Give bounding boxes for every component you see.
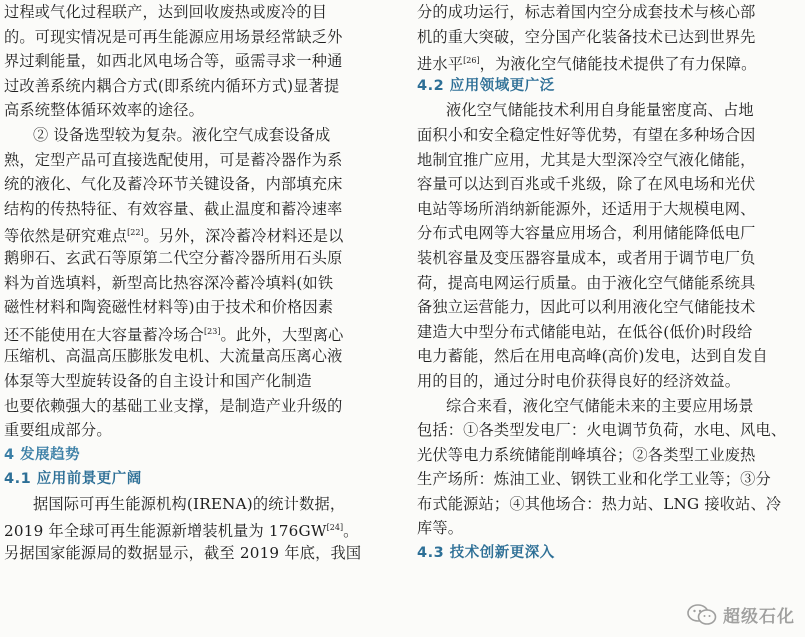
text-line: 界过剩能量，如西北风电场合等，亟需寻求一种通: [4, 52, 343, 71]
wechat-icon: [687, 603, 717, 627]
text-line: 过程或气化过程联产，达到回收废热或废冷的目: [4, 3, 328, 21]
text-line: 容量可以达到百兆或千兆级，除了在风电场和光伏: [417, 175, 756, 194]
text-line: ② 设备选型较为复杂。液化空气成套设备成: [33, 125, 331, 144]
text-run: 还不能使用在大容量蓄冷场合: [4, 325, 205, 344]
citation-ref: [22]: [127, 228, 144, 238]
text-line: [4, 516, 390, 541]
citation-ref: [26]: [463, 56, 480, 66]
text-line: 熟，定型产品可直接选配使用，可是蓄冷器作为系: [4, 150, 343, 169]
text-line: 地制宜推广应用，尤其是大型深冷空气液化储能，: [417, 150, 756, 169]
text-line: 压缩机、高温高压膨胀发电机、大流量高压离心液: [4, 347, 343, 366]
watermark-text: 超级石化: [723, 607, 795, 627]
text-line: 过改善系统内耦合方式(即系统内循环方式)显著提: [4, 76, 340, 95]
text-line: 布式能源站；④其他场合：热力站、LNG 接收站、冷: [417, 494, 782, 513]
text-line: 体泵等大型旋转设备的自主设计和国产化制造: [4, 371, 312, 390]
text-run: 。此外，大型离心: [220, 325, 344, 344]
text-line: 电力蓄能，然后在用电高峰(高价)发电，达到自发自: [417, 347, 768, 366]
text-line: [4, 221, 390, 246]
text-line: 机的重大突破，空分国产化装备技术已达到世界先: [417, 27, 756, 46]
text-line: 备独立运营能力，因此可以利用液化空气储能技术: [417, 298, 756, 317]
paragraph-coupling: [4, 0, 390, 123]
section-heading-development-trends: 4 发展趋势: [4, 446, 81, 463]
text-run: 。: [343, 522, 359, 541]
text-line: 结构的传热特征、有效容量、截止温度和蓄冷速率: [4, 199, 343, 218]
text-line: 装机容量及变压器容量成本，或者用于调节电厂负: [417, 248, 756, 267]
text-line: 重要组成部分。: [4, 421, 112, 440]
text-run: ，为液化空气储能技术提供了有力保障。: [479, 55, 757, 74]
text-run: 2019 年全球可再生能源新增装机量为 176GW: [4, 522, 327, 541]
subsection-heading-4-3: 4.3 技术创新更深入: [417, 545, 555, 562]
paragraph-equipment: [4, 123, 390, 443]
text-line: 光伏等电力系统储能削峰填谷；②各类型工业废热: [417, 445, 756, 464]
text-line: [417, 49, 803, 74]
paragraph-summary: [417, 394, 803, 542]
left-column: [4, 0, 390, 566]
text-line: 统的液化、气化及蓄冷环节关键设备，内部填充床: [4, 175, 343, 194]
watermark: [687, 602, 795, 627]
text-line: 面积小和安全稳定性好等优势，有望在多种场合因: [417, 125, 756, 144]
subsection-heading-4-2: 4.2 应用领域更广泛: [417, 77, 555, 94]
text-line: 生产场所：炼油工业、钢铁工业和化学工业等；③分: [417, 470, 771, 489]
text-line: 高系统整体循环效率的途径。: [4, 101, 205, 120]
text-line: 建造大中型分布式储能电站，在低谷(低价)时段给: [417, 322, 753, 341]
paragraph-air-separation: [417, 0, 803, 74]
paragraph-applications: [417, 98, 803, 393]
text-line: 库等。: [417, 519, 464, 538]
subsection-heading-4-1: 4.1 应用前景更广阔: [4, 471, 142, 488]
text-line: 分的成功运行，标志着国内空分成套技术与核心部: [417, 3, 756, 21]
text-line: 用的目的，通过分时电价获得良好的经济效益。: [417, 371, 741, 390]
text-line: 的。可现实情况是可再生能源应用场景经常缺乏外: [4, 27, 343, 46]
text-line: 包括：①各类型发电厂：火电调节负荷，水电、风电、: [417, 421, 787, 440]
text-line: 分布式电网等大容量应用场合，利用储能降低电厂: [417, 224, 756, 243]
text-line: 据国际可再生能源机构(IRENA)的统计数据，: [33, 494, 346, 513]
text-line: 料为首选填料，新型高比热容深冷蓄冷填料(如铁: [4, 273, 334, 292]
text-line: 荷，提高电网运行质量。由于液化空气储能系统具: [417, 273, 756, 292]
text-line: 另据国家能源局的数据显示，截至 2019 年底，我国: [4, 544, 362, 563]
text-run: 等依然是研究难点: [4, 227, 128, 246]
text-line: 电站等场所消纳新能源外，还适用于大规模电网、: [417, 199, 756, 218]
text-line: 磁性材料和陶瓷磁性材料等)由于技术和价格因素: [4, 298, 334, 317]
text-line: 也要依赖强大的基础工业支撑，是制造产业升级的: [4, 396, 343, 415]
right-column: [417, 0, 803, 566]
text-run: 。另外，深冷蓄冷材料还是以: [143, 227, 344, 246]
citation-ref: [23]: [204, 326, 221, 336]
text-line: 鹅卵石、玄武石等原第二代空分蓄冷器所用石头原: [4, 248, 343, 267]
citation-ref: [24]: [326, 523, 344, 533]
paragraph-irena: [4, 492, 390, 566]
text-line: 液化空气储能技术利用自身能量密度高、占地: [446, 101, 754, 120]
text-run: 进水平: [417, 55, 464, 74]
text-line: [4, 320, 390, 345]
text-line: 综合来看，液化空气储能未来的主要应用场景: [446, 396, 754, 415]
